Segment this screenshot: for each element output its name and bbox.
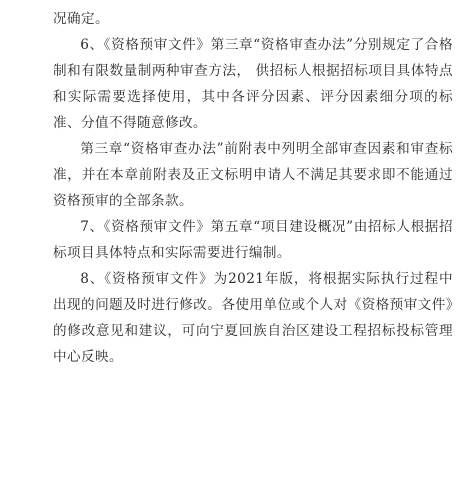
paragraph-continuation: 况确定。: [53, 11, 109, 27]
paragraph-item-6: 6、《资格预审文件》第三章“资格审查办法”分别规定了合格制和有限数量制两种审查方法， 供招标人根据招标项目具体特点和实际需要选择使用，其中各评分因素、评分因素细分项的标准、分值不得随意修改。: [53, 37, 453, 131]
paragraph-item-8: 8、《资格预审文件》为2021年版，将根据实际执行过程中出现的问题及时进行修改。各使用单位或个人对《资格预审文件》的修改意见和建议，可向宁夏回族自治区建设工程招标投标管理中心反映。: [53, 271, 453, 365]
paragraph-chapter-3-note: 第三章“资格审查办法”前附表中列明全部审查因素和审查标准，并在本章前附表及正文标明申请人不满足其要求即不能通过资格预审的全部条款。: [53, 141, 453, 209]
document-body: [53, 6, 453, 370]
paragraph-item-7: 7、《资格预审文件》第五章“项目建设概况”由招标人根据招标项目具体特点和实际需要进行编制。: [53, 219, 453, 261]
